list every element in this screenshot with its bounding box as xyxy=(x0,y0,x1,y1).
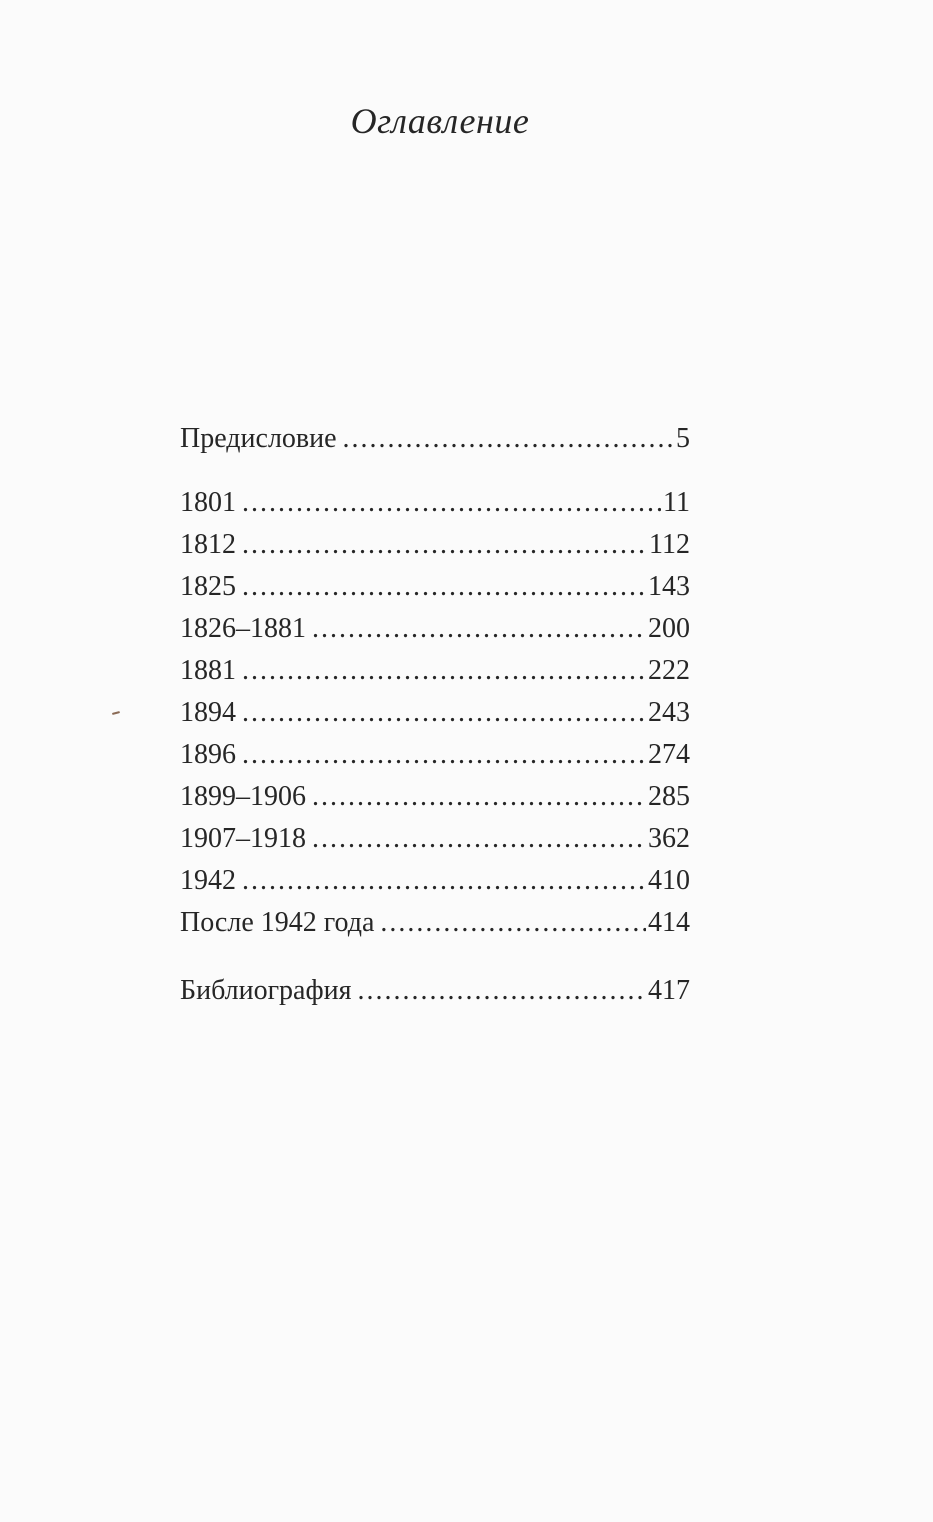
toc-entry-label: 1907–1918 xyxy=(180,823,306,854)
toc-entry xyxy=(180,608,690,650)
dot-leader xyxy=(358,970,647,1012)
toc-entry xyxy=(180,902,690,944)
toc-entry-page: 362 xyxy=(648,823,690,854)
toc-entry-label: Библиография xyxy=(180,975,352,1006)
toc-entry xyxy=(180,650,690,692)
toc-entry xyxy=(180,776,690,818)
paper-smudge xyxy=(112,711,120,715)
toc-entry-page: 112 xyxy=(649,529,690,560)
toc-entry-label: 1826–1881 xyxy=(180,613,306,644)
toc-entry-page: 200 xyxy=(648,613,690,644)
toc-entry-label: 1896 xyxy=(180,739,236,770)
toc-entry-label: 1942 xyxy=(180,865,236,896)
dot-leader xyxy=(242,860,646,902)
dot-leader xyxy=(242,482,661,524)
toc-entry-page: 410 xyxy=(648,865,690,896)
toc-entry xyxy=(180,692,690,734)
toc-entry-page: 417 xyxy=(648,975,690,1006)
toc-entry xyxy=(180,734,690,776)
toc-entry xyxy=(180,970,690,1012)
toc-entry xyxy=(180,818,690,860)
toc-entry-page: 5 xyxy=(676,423,690,454)
toc-entry-label: 1825 xyxy=(180,571,236,602)
toc-entry xyxy=(180,524,690,566)
toc-entry xyxy=(180,482,690,524)
dot-leader xyxy=(242,524,647,566)
toc-entry-page: 143 xyxy=(648,571,690,602)
toc-entry-page: 11 xyxy=(663,487,690,518)
dot-leader xyxy=(380,902,646,944)
toc-entry xyxy=(180,566,690,608)
toc-entry-label: После 1942 года xyxy=(180,907,375,938)
dot-leader xyxy=(242,692,646,734)
toc-entry-label: 1812 xyxy=(180,529,236,560)
dot-leader xyxy=(343,418,674,460)
toc-entry-page: 285 xyxy=(648,781,690,812)
dot-leader xyxy=(242,734,646,776)
dot-leader xyxy=(242,650,646,692)
dot-leader xyxy=(312,776,646,818)
toc-entry-page: 414 xyxy=(648,907,690,938)
toc-entry-label: 1801 xyxy=(180,487,236,518)
toc-entry xyxy=(180,860,690,902)
toc-entry-page: 243 xyxy=(648,697,690,728)
dot-leader xyxy=(312,608,646,650)
page-title: Оглавление xyxy=(350,101,530,141)
toc-entry-label: 1899–1906 xyxy=(180,781,306,812)
toc-entry-page: 274 xyxy=(648,739,690,770)
dot-leader xyxy=(312,818,646,860)
toc-entry-page: 222 xyxy=(648,655,690,686)
table-of-contents xyxy=(180,418,690,1012)
toc-entry-label: 1894 xyxy=(180,697,236,728)
dot-leader xyxy=(242,566,646,608)
toc-entry-label: Предисловие xyxy=(180,423,337,454)
toc-entry-label: 1881 xyxy=(180,655,236,686)
toc-entry xyxy=(180,418,690,460)
